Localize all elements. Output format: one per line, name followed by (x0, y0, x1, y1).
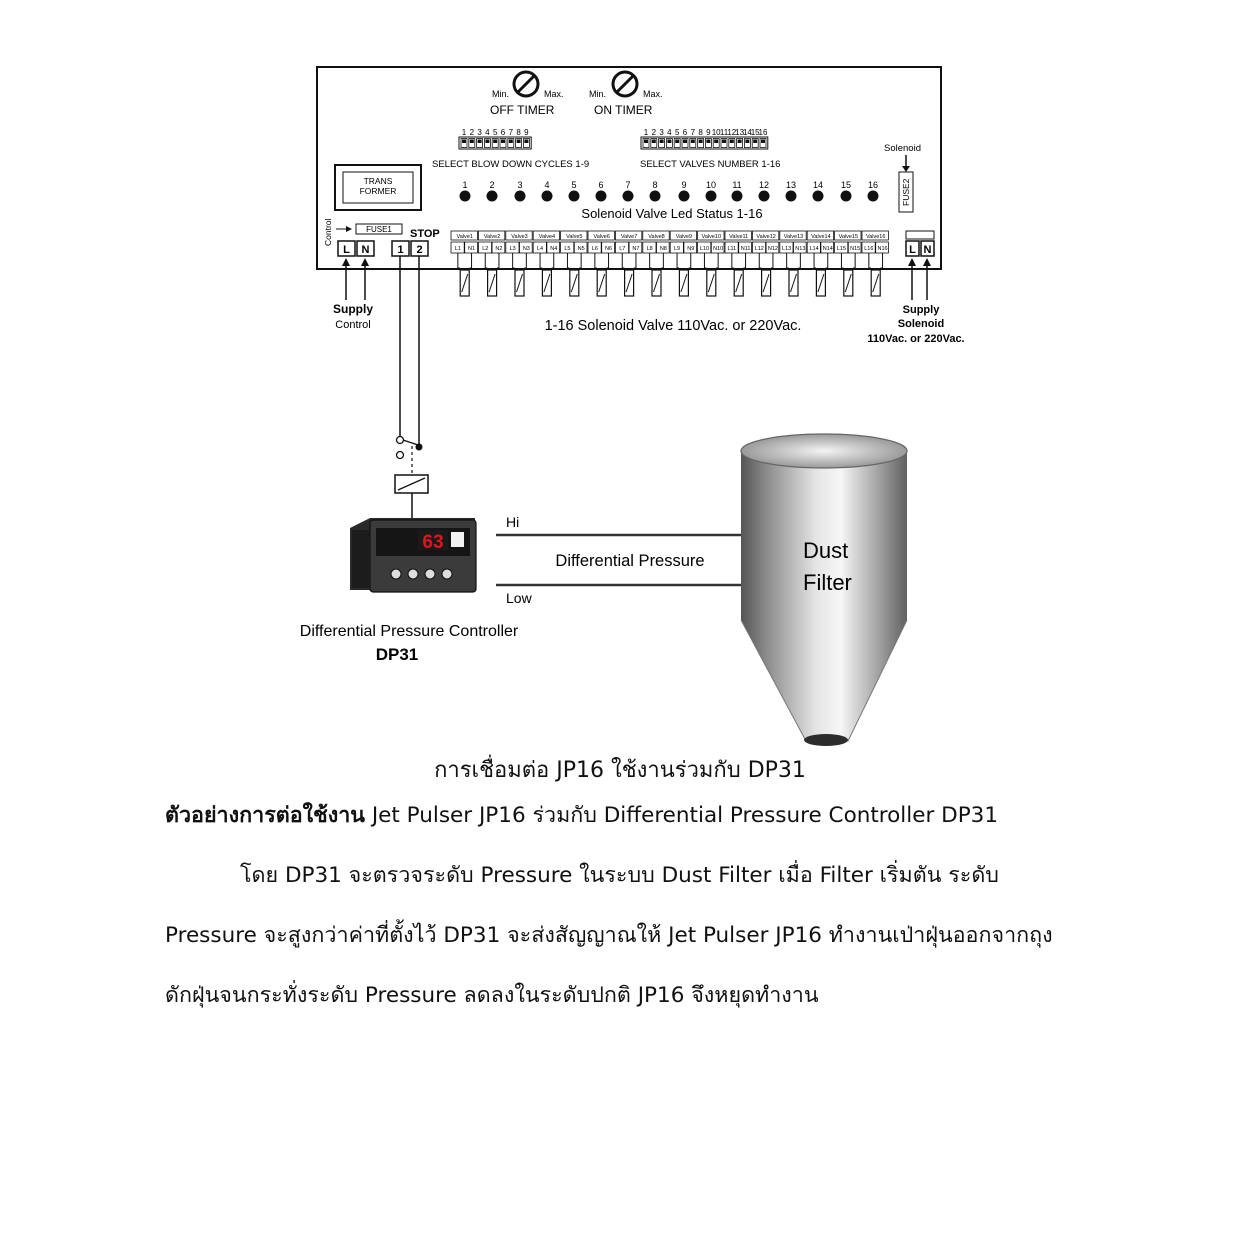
valve-header-label: Valve7 (620, 234, 638, 240)
valve-terminal-N-label: N2 (495, 246, 503, 252)
dip-valves-number: 5 (674, 128, 680, 137)
supply-terminal-N: N (923, 244, 932, 256)
fuse1-label: FUSE1 (366, 225, 392, 234)
dip-cycles-switch-knob (485, 140, 489, 144)
led-number: 9 (681, 180, 687, 190)
valve-terminal-L-label: L5 (564, 246, 571, 252)
heading-bold: ตัวอย่างการต่อใช้งาน (165, 803, 365, 828)
filter-line1: Dust (803, 538, 849, 563)
dip-valves-number: 15 (750, 128, 760, 137)
valve-terminal-N-label: N1 (468, 246, 476, 252)
filter-top (741, 434, 907, 468)
valve-terminal-N-label: N10 (713, 246, 724, 252)
stop-wiring (395, 256, 428, 518)
dip-valves-switch-knob (644, 140, 648, 144)
dip-valves-switch-knob (738, 140, 742, 144)
valve-terminal-L-label: L9 (673, 246, 681, 252)
led-14 (813, 191, 824, 202)
select-valves-label: SELECT VALVES NUMBER 1-16 (640, 159, 781, 170)
on-timer-max: Max. (643, 89, 663, 99)
dp31-device (350, 518, 476, 592)
section-heading (165, 798, 1095, 832)
valve-terminal-L-label: L15 (836, 246, 847, 252)
dip-valves-switch-knob (714, 140, 718, 144)
dip-cycles-switch-knob (470, 140, 474, 144)
led-number: 14 (812, 180, 824, 190)
terminal-L: L (343, 244, 350, 256)
supply-control-line1: Supply (332, 302, 374, 316)
valve-header-label: Valve11 (729, 234, 749, 240)
valve-header-label: Valve5 (566, 234, 583, 240)
valve-terminal-L-label: L11 (727, 246, 737, 252)
led-13 (786, 191, 797, 202)
transformer-line2: FORMER (359, 186, 397, 196)
valve-terminal-N-label: N15 (850, 246, 861, 252)
supply-terminal-L: L (909, 244, 916, 256)
paragraph-line-1-text: โดย DP31 จะตรวจระดับ Pressure ในระบบ Dust Filter เมื่อ Filter เริ่มตัน ระดับ (240, 863, 999, 888)
off-timer-min: Min. (492, 89, 510, 99)
dip-valves-number: 6 (682, 128, 688, 137)
led-5 (569, 191, 580, 202)
valve-terminal-L-label: L6 (591, 246, 598, 252)
valve-header-label: Valve10 (701, 234, 722, 240)
transformer-line1: TRANS (363, 176, 393, 186)
led-number: 12 (758, 180, 770, 190)
valve-header-label: Valve13 (783, 234, 804, 240)
valve-header-label: Valve14 (811, 234, 831, 240)
valve-terminal-L-label: L3 (509, 246, 516, 252)
terminal-N: N (361, 244, 370, 256)
dip-cycles-switch-knob (478, 140, 482, 144)
valve-terminal-N-label: N11 (740, 246, 751, 252)
terminal-1: 1 (397, 244, 404, 256)
on-timer-label: ON TIMER (594, 103, 653, 117)
valve-caption: 1-16 Solenoid Valve 110Vac. or 220Vac. (544, 318, 802, 334)
led-number: 3 (517, 180, 523, 190)
controller-model: DP31 (375, 645, 419, 664)
led-number: 15 (840, 180, 852, 190)
dip-valves-switch-knob (691, 140, 695, 144)
dip-cycles-number: 3 (477, 128, 482, 137)
led-10 (706, 191, 717, 202)
dip-valves-switch-knob (753, 140, 757, 144)
supply-control-line2: Control (335, 319, 371, 331)
dip-valves-switch-knob (730, 140, 734, 144)
valve-terminal-L-label: L10 (699, 246, 710, 252)
dip-valves-switch-knob (660, 140, 664, 144)
led-1 (460, 191, 471, 202)
supply-terminal-header (906, 231, 934, 239)
valve-header-label: Valve2 (483, 234, 501, 240)
dip-switch-cycles (459, 128, 531, 149)
fuse2-label: FUSE2 (901, 178, 911, 206)
dip-valves-switch-knob (667, 140, 671, 144)
dip-valves-switch-knob (675, 140, 679, 144)
dip-cycles-switch-knob (462, 140, 466, 144)
dip-valves-number: 14 (742, 128, 752, 137)
led-number: 7 (625, 180, 631, 190)
valve-terminal-L-label: L8 (646, 246, 653, 252)
led-7 (623, 191, 634, 202)
valve-terminal-N-label: N14 (822, 246, 833, 252)
led-6 (596, 191, 607, 202)
dip-valves-number: 12 (727, 128, 737, 137)
led-4 (542, 191, 553, 202)
led-status-label: Solenoid Valve Led Status 1-16 (581, 206, 763, 221)
dip-valves-number: 3 (659, 128, 664, 137)
supply-solenoid-line2: Solenoid (897, 318, 945, 330)
supply-solenoid-line1: Supply (902, 304, 940, 316)
dip-cycles-number: 4 (485, 128, 490, 137)
led-15 (841, 191, 852, 202)
dip-cycles-switch-knob (493, 140, 497, 144)
led-number: 2 (489, 180, 495, 190)
dip-cycles-number: 8 (516, 128, 521, 137)
control-vertical-label: Control (323, 218, 333, 246)
led-number: 16 (867, 180, 879, 190)
valve-terminal-L-label: L14 (809, 246, 819, 252)
on-timer-min: Min. (589, 89, 607, 99)
dip-valves-switch-knob (706, 140, 710, 144)
valve-terminal-L-label: L1 (454, 246, 461, 252)
led-number: 4 (544, 180, 550, 190)
valve-header-label: Valve1 (456, 234, 473, 240)
led-number: 6 (598, 180, 604, 190)
led-number: 1 (462, 180, 468, 190)
led-9 (679, 191, 690, 202)
dip-valves-switch-knob (761, 140, 765, 144)
dip-cycles-number: 1 (461, 128, 467, 137)
valve-terminal-N-label: N8 (659, 246, 667, 252)
dip-valves-number: 8 (698, 128, 703, 137)
supply-solenoid-line3: 110Vac. or 220Vac. (867, 333, 965, 345)
dip-valves-switch-knob (722, 140, 726, 144)
dip-valves-number: 2 (651, 128, 657, 137)
valve-header-label: Valve16 (865, 234, 886, 240)
valve-header-label: Valve15 (838, 234, 859, 240)
dip-valves-number: 16 (758, 128, 768, 137)
off-timer-max: Max. (544, 89, 564, 99)
paragraph-line-3: ดักฝุ่นจนกระทั่งระดับ Pressure ลดลงในระดับปกติ JP16 จึงหยุดทำงาน (165, 983, 819, 1008)
valve-terminal-N-label: N4 (550, 246, 558, 252)
filter-line2: Filter (803, 570, 852, 595)
dip-valves-switch-knob (652, 140, 656, 144)
valve-terminal-N-label: N7 (632, 246, 640, 252)
dip-valves-number: 9 (706, 128, 711, 137)
dip-valves-number: 10 (711, 128, 721, 137)
off-timer-label: OFF TIMER (490, 103, 555, 117)
led-8 (650, 191, 661, 202)
led-11 (732, 191, 743, 202)
dip-valves-number: 13 (735, 128, 745, 137)
valve-terminal-L-label: L16 (864, 246, 874, 252)
led-2 (487, 191, 498, 202)
diff-pressure-label: Differential Pressure (555, 552, 705, 570)
select-cycles-label: SELECT BLOW DOWN CYCLES 1-9 (432, 159, 590, 170)
led-12 (759, 191, 770, 202)
valve-header-label: Valve12 (756, 234, 776, 240)
led-number: 8 (652, 180, 658, 190)
valve-terminal-L-label: L13 (782, 246, 792, 252)
dip-cycles-number: 7 (508, 128, 514, 137)
dip-cycles-switch-knob (501, 140, 505, 144)
valve-terminal-N-label: N12 (767, 246, 778, 252)
valve-terminal-N-label: N13 (795, 246, 806, 252)
valve-terminal-N-label: N16 (877, 246, 888, 252)
led-16 (868, 191, 879, 202)
dip-valves-number: 11 (719, 128, 729, 137)
paragraph-line-1 (165, 858, 1095, 892)
diagram-caption: การเชื่อมต่อ JP16 ใช้งานร่วมกับ DP31 (434, 758, 806, 783)
valve-header-label: Valve3 (511, 234, 528, 240)
off-timer-knob (514, 72, 538, 96)
valve-terminal-N-label: N6 (605, 246, 613, 252)
jp16-panel (317, 67, 941, 269)
valve-terminal-N-label: N5 (577, 246, 585, 252)
valve-terminal-L-label: L7 (619, 246, 626, 252)
dip-cycles-switch-knob (509, 140, 513, 144)
dip-valves-number: 7 (690, 128, 696, 137)
controller-name: Differential Pressure Controller (299, 623, 519, 640)
led-3 (515, 191, 526, 202)
solenoid-label: Solenoid (884, 143, 921, 154)
dip-valves-number: 4 (667, 128, 672, 137)
dip-cycles-number: 2 (469, 128, 475, 137)
led-number: 10 (705, 180, 717, 190)
valve-terminal-N-label: N3 (522, 246, 530, 252)
led-number: 11 (732, 180, 742, 190)
valve-header-label: Valve4 (538, 234, 556, 240)
low-label: Low (506, 590, 532, 606)
stop-label: STOP (410, 228, 440, 240)
dip-cycles-switch-knob (524, 140, 528, 144)
dip-valves-switch-knob (745, 140, 749, 144)
dip-cycles-number: 6 (500, 128, 506, 137)
led-number: 5 (571, 180, 577, 190)
dip-cycles-number: 5 (492, 128, 498, 137)
filter-outlet (804, 734, 848, 746)
valve-header-label: Valve6 (593, 234, 610, 240)
dip-cycles-switch-knob (517, 140, 521, 144)
valve-header-label: Valve8 (648, 234, 665, 240)
dp31-display-value: 63 (422, 532, 444, 553)
valve-terminal-L-label: L2 (482, 246, 489, 252)
led-number: 13 (785, 180, 797, 190)
dip-valves-number: 1 (643, 128, 649, 137)
valve-terminal-L-label: L4 (536, 246, 544, 252)
heading-rest: Jet Pulser JP16 ร่วมกับ Differential Pressure Controller DP31 (365, 803, 999, 828)
dip-valves-switch-knob (699, 140, 703, 144)
dip-cycles-number: 9 (524, 128, 529, 137)
terminal-2: 2 (416, 244, 423, 256)
dip-valves-switch-knob (683, 140, 687, 144)
paragraph-line-2: Pressure จะสูงกว่าค่าที่ตั้งไว้ DP31 จะส่งสัญญาณให้ Jet Pulser JP16 ทำงานเป่าฝุ่นออกจากถุง (165, 923, 1053, 948)
valve-header-label: Valve9 (675, 234, 693, 240)
on-timer-knob (613, 72, 637, 96)
hi-label: Hi (506, 514, 520, 530)
valve-terminal-L-label: L12 (754, 246, 764, 252)
valve-terminal-N-label: N9 (687, 246, 695, 252)
